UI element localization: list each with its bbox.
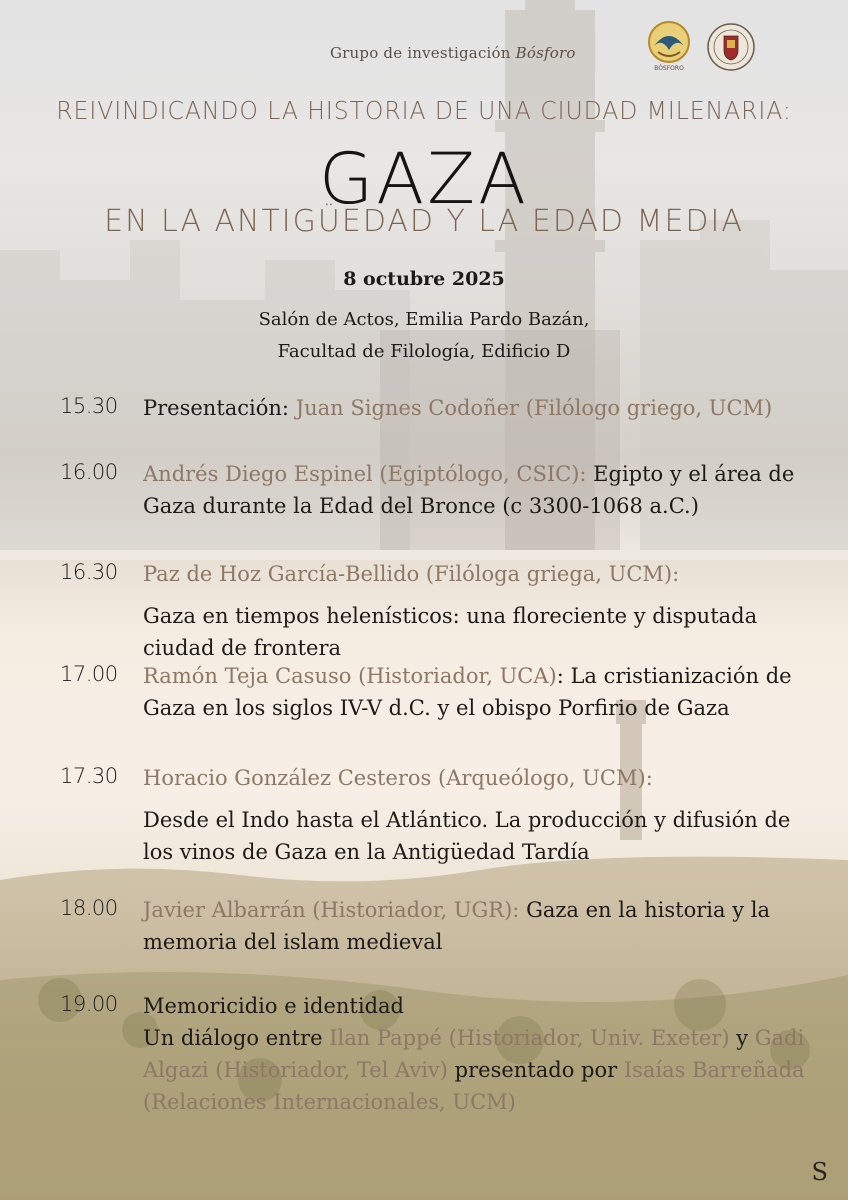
program-talk: Egipto y el área de Gaza durante la Edad del Bronce (c 3300-1068 a.C.) bbox=[143, 462, 795, 518]
program-speaker: Gadi Algazi (Historiador, Tel Aviv) bbox=[143, 1026, 805, 1082]
program-talk: : La cristianización de Gaza en los siglos IV-V d.C. y el obispo Porfirio de Gaza bbox=[143, 664, 792, 720]
program-entry bbox=[143, 660, 823, 724]
venue-line-2: Facultad de Filología, Edificio D bbox=[277, 341, 571, 362]
program-time: 16.30 bbox=[60, 560, 118, 584]
program-time: 15.30 bbox=[60, 394, 118, 418]
program-speaker: Ilan Pappé (Historiador, Univ. Exeter) bbox=[329, 1026, 730, 1050]
closing-intro: Un diálogo entre bbox=[143, 1026, 330, 1050]
closing-title: Memoricidio e identidad bbox=[143, 994, 404, 1018]
program-speaker: Juan Signes Codoñer (Filólogo griego, UCM) bbox=[295, 396, 773, 420]
event-subtitle-top: REIVINDICANDO LA HISTORIA DE UNA CIUDAD MILENARIA: bbox=[56, 96, 792, 125]
program-talk: Gaza en tiempos helenísticos: una floreciente y disputada ciudad de frontera bbox=[143, 604, 758, 660]
corner-mark: S bbox=[811, 1158, 828, 1186]
program-speaker: Ramón Teja Casuso (Historiador, UCA) bbox=[143, 664, 557, 688]
program-time: 17.30 bbox=[60, 764, 118, 788]
program-talk: Desde el Indo hasta el Atlántico. La producción y difusión de los vinos de Gaza en la Antigüedad Tardía bbox=[143, 808, 791, 864]
program-speaker: Andrés Diego Espinel (Egiptólogo, CSIC): bbox=[143, 462, 587, 486]
research-group-label bbox=[330, 44, 576, 62]
ucm-crest bbox=[706, 22, 756, 72]
bosforo-logo bbox=[646, 20, 692, 72]
closing-presented-by: presentado por bbox=[447, 1058, 624, 1082]
program-time: 19.00 bbox=[60, 992, 118, 1016]
program-entry bbox=[143, 458, 823, 522]
page-title: GAZA bbox=[319, 138, 529, 220]
program-speaker: Javier Albarrán (Historiador, UGR): bbox=[143, 898, 520, 922]
program-speaker: Horacio González Cesteros (Arqueólogo, UCM): bbox=[143, 766, 653, 790]
program-entry bbox=[143, 894, 823, 958]
group-prefix: Grupo de investigación bbox=[330, 44, 516, 62]
program-entry bbox=[143, 558, 823, 664]
group-name: Bósforo bbox=[515, 44, 576, 62]
event-date: 8 octubre 2025 bbox=[343, 268, 505, 290]
program-time: 17.00 bbox=[60, 662, 118, 686]
program-entry bbox=[143, 990, 823, 1118]
closing-and: y bbox=[729, 1026, 755, 1050]
venue-line-1: Salón de Actos, Emilia Pardo Bazán, bbox=[258, 309, 590, 330]
program-time: 18.00 bbox=[60, 896, 118, 920]
event-venue bbox=[0, 304, 848, 368]
program-time: 16.00 bbox=[60, 460, 118, 484]
program-speaker: Paz de Hoz García-Bellido (Filóloga griega, UCM): bbox=[143, 562, 680, 586]
closing-details bbox=[143, 1022, 823, 1118]
program-moderator: Isaías Barreñada (Relaciones Internacionales, UCM) bbox=[143, 1058, 805, 1114]
program-entry bbox=[143, 762, 823, 868]
program-talk: Gaza en la historia y la memoria del islam medieval bbox=[143, 898, 770, 954]
event-subtitle-bottom: EN LA ANTIGÜEDAD Y LA EDAD MEDIA bbox=[104, 204, 744, 239]
bosforo-logo-caption: BÓSFORO bbox=[654, 65, 684, 72]
program-pre: Presentación: bbox=[143, 396, 296, 420]
program-entry bbox=[143, 392, 823, 424]
